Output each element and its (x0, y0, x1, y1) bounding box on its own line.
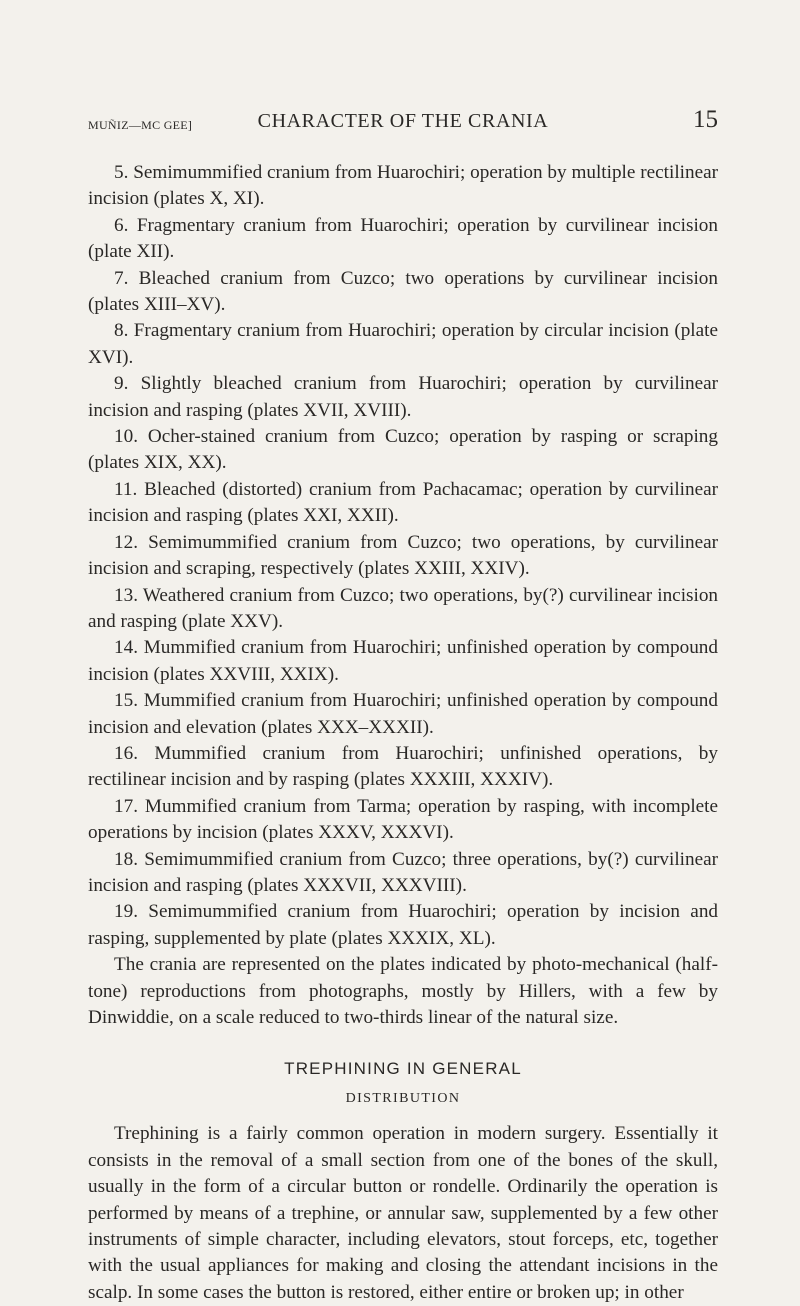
list-item (88, 318, 718, 371)
closing-paragraph: The crania are represented on the plates indicated by photo-mechanical (half-tone) reproductions from photographs, mostly by Hillers, with a few by Dinwiddie, on a scale reduced to two-thirds linear of the natural size. (88, 954, 718, 1028)
list-item (88, 688, 718, 741)
list-item-text: Fragmentary cranium from Huarochiri; operation by circular incision (plate XVI). (88, 320, 719, 368)
list-item (88, 530, 718, 583)
list-item-text: Mummified cranium from Huarochiri; unfinished operations, by rectilinear incision and by rasping (plates XXXIII, XXXIV). (88, 742, 718, 791)
list-item-text: Ocher-stained cranium from Cuzco; operation by rasping or scraping (plates XIX, XX). (88, 426, 718, 474)
list-item-number: 5. (114, 162, 129, 183)
page-number: 15 (693, 106, 718, 133)
list-item-number: 15. (114, 690, 138, 712)
header-title: CHARACTER OF THE CRANIA (257, 110, 549, 132)
list-item-number: 19. (114, 901, 138, 923)
book-page (88, 104, 718, 1306)
list-item-text: Semimummified cranium from Cuzco; two operations, by curvilinear incision and scraping, respectively (plates XXIII, XXIV). (88, 531, 718, 580)
list-item-number: 7. (114, 267, 129, 289)
list-item-text: Mummified cranium from Huarochiri; unfinished operation by compound incision (plates XXVIII, XXIX). (88, 637, 718, 685)
list-item-text: Semimummified cranium from Cuzco; three operations, by(?) curvilinear incision and rasping (plates XXXVII, XXXVIII). (88, 848, 718, 896)
list-item-number: 9. (114, 373, 129, 395)
list-item (88, 266, 718, 319)
list-item-number: 16. (114, 742, 138, 764)
list-item-text: Mummified cranium from Tarma; operation by rasping, with incomplete operations by incision (plates XXXV, XXXVI). (88, 795, 719, 844)
subsection-heading: DISTRIBUTION (345, 1091, 461, 1107)
header-authors: MUÑIZ—MC GEE] (88, 118, 193, 132)
list-item-text: Fragmentary cranium from Huarochiri; operation by curvilinear incision (plate XII). (88, 214, 718, 263)
list-item-text: Slightly bleached cranium from Huarochiri; operation by curvilinear incision and rasping (plates XVII, XVIII). (88, 373, 719, 421)
list-item-number: 8. (114, 320, 129, 342)
list-item (88, 583, 718, 636)
list-item-number: 11. (114, 478, 138, 500)
list-item-text: Semimummified cranium from Huarochiri; operation by incision and rasping, supplemented by plate (plates XXXIX, XL). (88, 901, 719, 949)
crania-list (88, 160, 718, 952)
list-item-number: 6. (114, 214, 129, 236)
list-item-number: 12. (114, 531, 138, 553)
running-head (88, 104, 718, 134)
section-heading: TREPHINING IN GENERAL (284, 1059, 522, 1079)
list-item-number: 18. (114, 848, 138, 870)
list-item (88, 424, 718, 477)
section-paragraph: Trephining is a fairly common operation in modern surgery. Essentially it consists in the removal of a small section from one of the bones of the skull, usually in the form of a circular button or rondelle. Ordinarily the operation is performed by means of a trephine, or annular saw, supplemented by a few other instruments of simple character, including elevators, stout forceps, etc, together with the usual appliances for making and closing the attendant incisions in the scalp. In some cases the button is restored, either entire or broken up; in other (88, 1123, 718, 1303)
list-item (88, 213, 718, 266)
list-item (88, 635, 718, 688)
list-item-number: 13. (114, 584, 138, 606)
list-item (88, 794, 718, 847)
list-item-number: 17. (114, 795, 138, 817)
list-item (88, 741, 718, 794)
list-item (88, 847, 718, 900)
list-item (88, 160, 718, 213)
list-item (88, 371, 718, 424)
list-item-number: 14. (114, 637, 138, 659)
list-item-text: Bleached cranium from Cuzco; two operations by curvilinear incision (plates XIII–XV). (88, 267, 718, 316)
list-item-text: Bleached (distorted) cranium from Pachacamac; operation by curvilinear incision and rasping (plates XXI, XXII). (88, 478, 718, 527)
list-item-text: Mummified cranium from Huarochiri; unfinished operation by compound incision and elevation (plates XXX–XXXII). (88, 690, 718, 738)
list-item (88, 477, 718, 530)
list-item (88, 899, 718, 952)
list-item-number: 10. (114, 426, 138, 448)
list-item-text: Semimummified cranium from Huarochiri; operation by multiple rectilinear incision (plates X, XI). (88, 162, 718, 210)
list-item-text: Weathered cranium from Cuzco; two operations, by(?) curvilinear incision and rasping (plate XXV). (88, 584, 719, 632)
